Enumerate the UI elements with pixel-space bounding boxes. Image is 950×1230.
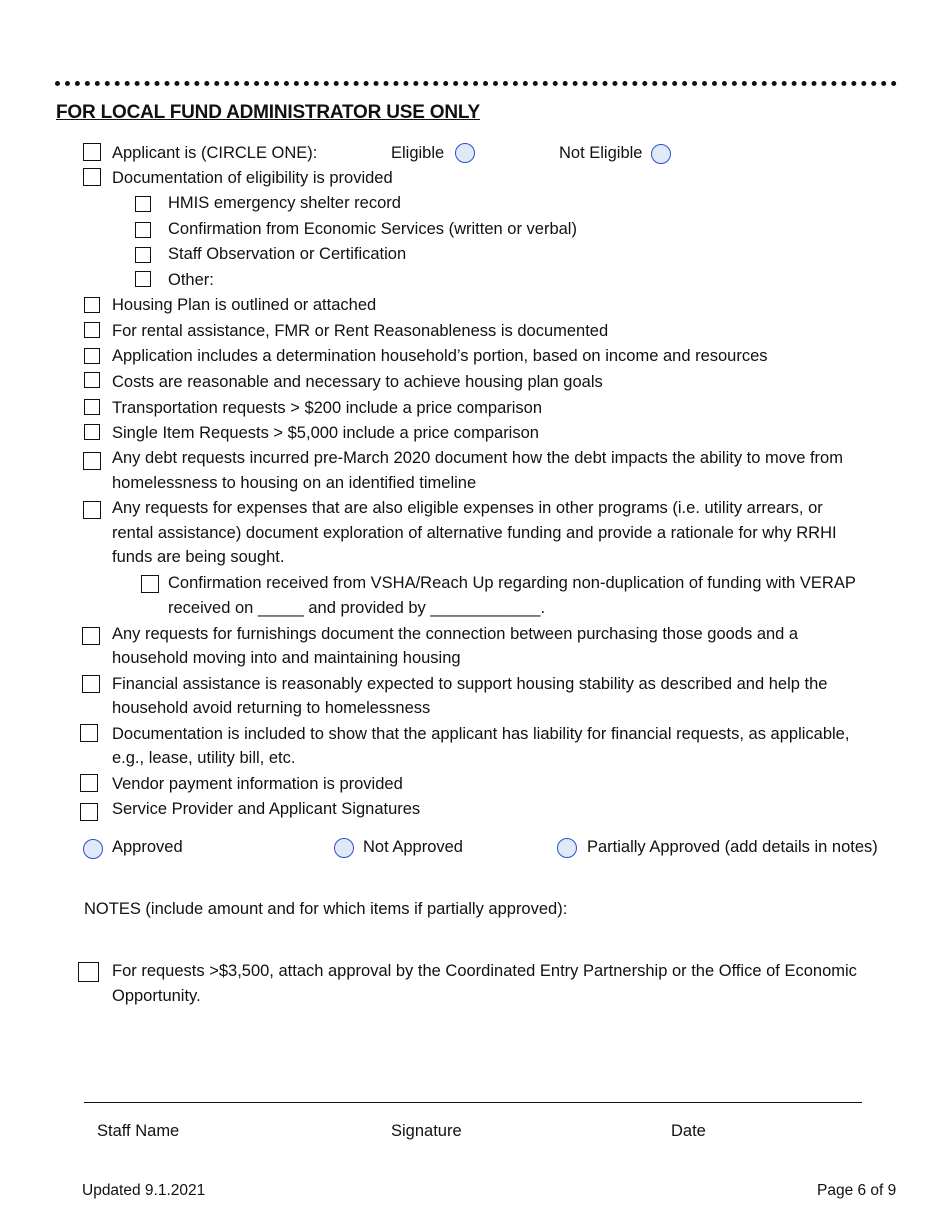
expense-requests-line-2: rental assistance) document exploration of alternative funding and provide a rationale for why RRHI [112,524,837,542]
approved-label: Approved [112,838,183,856]
debt-requests-checkbox[interactable] [83,452,101,470]
expense-requests-line-1: Any requests for expenses that are also eligible expenses in other programs (i.e. utility arrears, or [112,499,823,517]
expense-requests-line-3: funds are being sought. [112,548,285,566]
approved-radio[interactable] [83,839,103,859]
signature-label: Signature [391,1122,462,1140]
expense-requests-checkbox[interactable] [83,501,101,519]
section-heading: FOR LOCAL FUND ADMINISTRATOR USE ONLY [56,102,480,123]
vsha-confirmation-checkbox[interactable] [141,575,159,593]
not-approved-radio[interactable] [334,838,354,858]
large-request-line-2: Opportunity. [112,987,201,1005]
costs-reasonable-checkbox[interactable] [84,372,100,388]
date-label: Date [671,1122,706,1140]
vendor-payment-checkbox[interactable] [80,774,98,792]
financial-assistance-checkbox[interactable] [82,675,100,693]
notes-label: NOTES (include amount and for which items if partially approved): [84,900,568,918]
signatures-label: Service Provider and Applicant Signatures [112,800,421,818]
liability-line-1: Documentation is included to show that the applicant has liability for financial requests, as applicable, [112,725,850,743]
staff-observation-checkbox[interactable] [135,247,151,263]
documentation-checkbox[interactable] [83,168,101,186]
housing-plan-checkbox[interactable] [84,297,100,313]
partially-approved-radio[interactable] [557,838,577,858]
not-approved-label: Not Approved [363,838,463,856]
economic-services-label: Confirmation from Economic Services (written or verbal) [168,220,577,238]
large-request-checkbox[interactable] [78,962,99,982]
dotted-separator [55,81,897,86]
vsha-confirmation-line-2: received on _____ and provided by ____________. [168,599,546,617]
furnishings-line-1: Any requests for furnishings document the connection between purchasing those goods and a [112,625,799,643]
applicant-label: Applicant is (CIRCLE ONE): [112,144,318,162]
other-checkbox[interactable] [135,271,151,287]
furnishings-line-2: household moving into and maintaining housing [112,649,461,667]
applicant-checkbox[interactable] [83,143,101,161]
liability-line-2: e.g., lease, utility bill, etc. [112,749,296,767]
transportation-checkbox[interactable] [84,399,100,415]
eligible-radio[interactable] [455,143,475,163]
eligible-label: Eligible [391,144,445,162]
financial-assistance-line-2: household avoid returning to homelessness [112,699,431,717]
signature-line[interactable] [84,1102,862,1103]
staff-observation-label: Staff Observation or Certification [168,245,407,263]
not-eligible-radio[interactable] [651,144,671,164]
partially-approved-label: Partially Approved (add details in notes) [587,838,878,856]
large-request-line-1: For requests >$3,500, attach approval by the Coordinated Entry Partnership or the Office of Economic [112,962,857,980]
household-portion-checkbox[interactable] [84,348,100,364]
hmis-label: HMIS emergency shelter record [168,194,401,212]
debt-requests-line-1: Any debt requests incurred pre-March 2020 document how the debt impacts the ability to move from [112,449,843,467]
liability-checkbox[interactable] [80,724,98,742]
page-number: Page 6 of 9 [817,1182,897,1199]
documentation-label: Documentation of eligibility is provided [112,169,393,187]
hmis-checkbox[interactable] [135,196,151,212]
vsha-confirmation-line-1: Confirmation received from VSHA/Reach Up regarding non-duplication of funding with VERAP [168,574,856,592]
costs-reasonable-label: Costs are reasonable and necessary to achieve housing plan goals [112,373,603,391]
single-item-checkbox[interactable] [84,424,100,440]
economic-services-checkbox[interactable] [135,222,151,238]
furnishings-checkbox[interactable] [82,627,100,645]
single-item-label: Single Item Requests > $5,000 include a price comparison [112,424,539,442]
rental-assistance-label: For rental assistance, FMR or Rent Reasonableness is documented [112,322,609,340]
staff-name-label: Staff Name [97,1122,180,1140]
signatures-checkbox[interactable] [80,803,98,821]
housing-plan-label: Housing Plan is outlined or attached [112,296,377,314]
updated-date: Updated 9.1.2021 [82,1182,206,1199]
transportation-label: Transportation requests > $200 include a price comparison [112,399,543,417]
other-label: Other: [168,271,214,289]
vendor-payment-label: Vendor payment information is provided [112,775,403,793]
debt-requests-line-2: homelessness to housing on an identified timeline [112,474,477,492]
financial-assistance-line-1: Financial assistance is reasonably expected to support housing stability as described and help the [112,675,828,693]
rental-assistance-checkbox[interactable] [84,322,100,338]
household-portion-label: Application includes a determination household’s portion, based on income and resources [112,347,768,365]
not-eligible-label: Not Eligible [559,144,643,162]
